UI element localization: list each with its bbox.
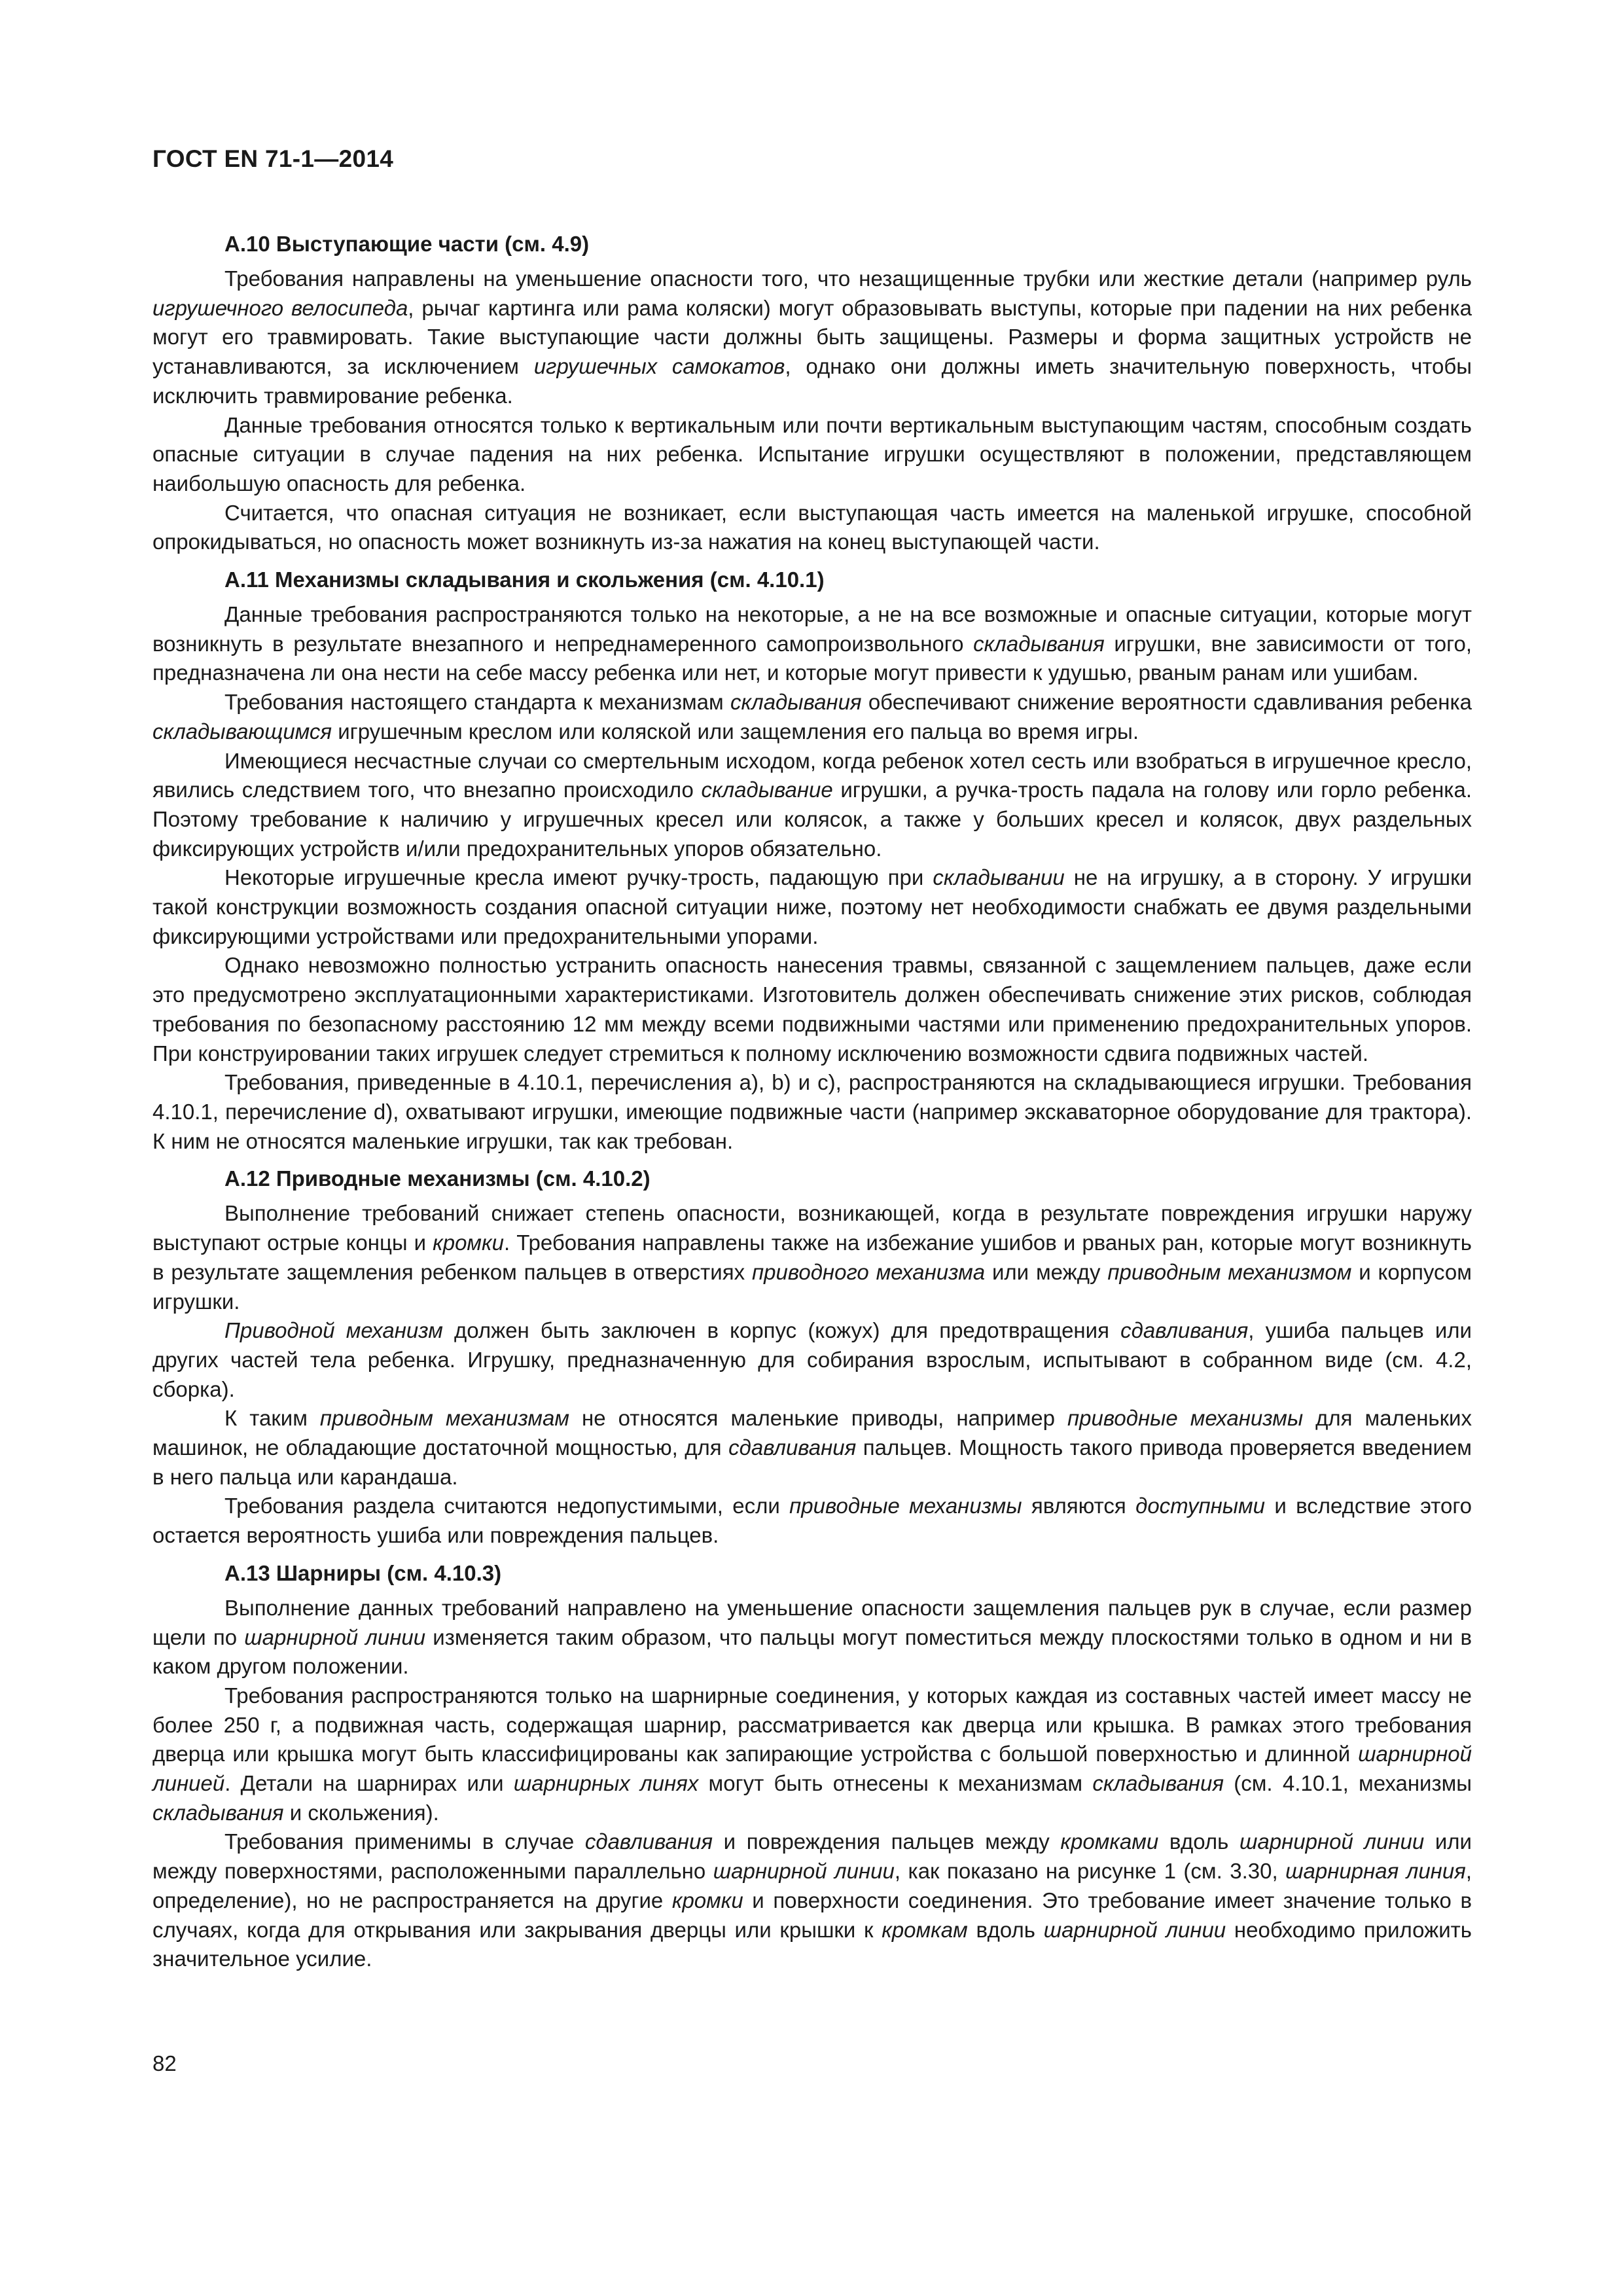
section-title: А.10 Выступающие части (см. 4.9) — [224, 232, 590, 256]
text-run: и вследствие этого остается вероятность ушиба или повреждения пальцев. — [152, 1494, 1472, 1548]
italic-term: складывания — [1092, 1771, 1224, 1796]
text-run: , ушиба пальцев или других частей тела ребенка. Игрушку, предназначенную для собирания взрослым, испытывают в собранном виде (см. 4.2, сборка). — [152, 1318, 1472, 1401]
text-run: Данные требования распространяются только на некоторые, а не на все возможные и опасные ситуации, которые могут возникнуть в результате внезапного и непреднамеренного самопроизвольного — [152, 602, 1472, 656]
italic-term: приводные механизмы — [789, 1494, 1022, 1518]
paragraph — [152, 600, 1472, 688]
text-run: , однако они должны иметь значительную поверхность, чтобы исключить травмирование ребенка. — [152, 354, 1472, 408]
paragraph — [152, 1492, 1472, 1550]
italic-term: кромки — [433, 1230, 504, 1255]
text-run: вдоль — [1158, 1829, 1240, 1854]
text-run: вдоль — [967, 1917, 1044, 1942]
text-run: , рычаг картинга или рама коляски) могут образовывать выступы, которые при падении на них ребенка могут его травмировать. Такие выступающие части должны быть защищены. Размеры и форма защитных устройств не устанавливаются, за исключением — [152, 295, 1472, 379]
italic-term: складывания — [973, 631, 1105, 656]
text-run: или между — [985, 1259, 1108, 1284]
text-run: Требования настоящего стандарта к механизмам — [224, 690, 730, 715]
text-run: Требования распространяются только на шарнирные соединения, у которых каждая из составных частей имеет массу не более 250 г, а подвижная часть, содержащая шарнир, рассматривается как дверца или крышка. В рамках этого требования дверца или крышка могут быть классифицированы как запирающие устройства с большой поверхностью и длинной — [152, 1683, 1472, 1767]
italic-term: кромкам — [882, 1917, 968, 1942]
italic-term: приводные механизмы — [1067, 1406, 1304, 1431]
text-run: , определение), но не распространяется на другие — [152, 1859, 1472, 1912]
text-run: Данные требования относятся только к вертикальным или почти вертикальным выступающим частям, способным создать опасные ситуации в случае падения на них ребенка. Испытание игрушки осуществляют в положении, представляющем наибольшую опасность для ребенка. — [152, 412, 1472, 495]
text-run: Выполнение требований снижает степень опасности, возникающей, когда в результате повреждения игрушки наружу выступают острые концы и — [152, 1201, 1472, 1255]
section — [152, 229, 1472, 557]
text-run: Требования направлены на уменьшение опасности того, что незащищенные трубки или жесткие детали (например руль — [224, 266, 1472, 291]
text-run: . Детали на шарнирах или — [224, 1771, 514, 1796]
italic-term: игрушечного велосипеда — [152, 295, 408, 320]
text-run: Требования раздела считаются недопустимыми, если — [224, 1494, 790, 1518]
paragraph — [152, 264, 1472, 411]
standard-designation: ГОСТ EN 71-1—2014 — [152, 145, 394, 172]
italic-term: складывание — [701, 778, 833, 802]
text-run: и корпусом игрушки. — [152, 1259, 1472, 1314]
italic-term: сдавливания — [1120, 1318, 1249, 1343]
paragraph — [152, 688, 1472, 746]
paragraph — [152, 1404, 1472, 1492]
text-run: Некоторые игрушечные кресла имеют ручку-трость, падающую при — [224, 865, 933, 890]
section-title: А.13 Шарниры (см. 4.10.3) — [224, 1560, 502, 1585]
italic-term: сдавливания — [584, 1829, 713, 1854]
paragraph — [152, 411, 1472, 499]
text-run: могут быть отнесены к механизмам — [698, 1771, 1093, 1796]
italic-term: сдавливания — [728, 1435, 857, 1460]
text-run: для маленьких машинок, не обладающие достаточной мощностью, для — [152, 1406, 1472, 1460]
text-run: и повреждения пальцев между — [713, 1829, 1061, 1854]
italic-term: складывания — [730, 690, 862, 715]
italic-term: игрушечных самокатов — [533, 354, 785, 379]
text-run: Выполнение данных требований направлено на уменьшение опасности защемления пальцев рук в случае, если размер щели по — [152, 1595, 1472, 1649]
paragraph — [152, 951, 1472, 1068]
italic-term: шарнирной линии — [1239, 1829, 1425, 1854]
italic-term: кромками — [1060, 1829, 1159, 1854]
text-run: пальцев. Мощность такого привода проверяется введением в него пальца или карандаша. — [152, 1435, 1472, 1489]
paragraph — [152, 1316, 1472, 1404]
section — [152, 565, 1472, 1156]
text-run: игрушечным креслом или коляской или защемления его пальца во время игры. — [332, 719, 1139, 744]
paragraph — [152, 1199, 1472, 1316]
italic-term: шарнирной линии — [1043, 1917, 1226, 1942]
text-run: обеспечивают снижение вероятности сдавливания ребенка — [861, 690, 1472, 715]
section — [152, 1164, 1472, 1550]
italic-term: шарнирных линях — [513, 1771, 699, 1796]
text-run: являются — [1022, 1494, 1136, 1518]
text-run: и поверхности соединения. Это требование имеет значение только в случаях, когда для открывания или закрывания дверцы или крышки к — [152, 1888, 1472, 1942]
italic-term: приводного механизма — [751, 1259, 986, 1284]
paragraph — [152, 1681, 1472, 1828]
italic-term: доступными — [1135, 1494, 1266, 1518]
text-run: должен быть заключен в корпус (кожух) для предотвращения — [442, 1318, 1121, 1343]
paragraph — [152, 747, 1472, 864]
italic-term: складывании — [933, 865, 1065, 890]
text-run: К таким — [224, 1406, 320, 1431]
text-run: не относятся маленькие приводы, например — [569, 1406, 1067, 1431]
italic-term: кромки — [671, 1888, 743, 1912]
text-run: не на игрушку, а в сторону. У игрушки такой конструкции возможность создания опасной ситуации ниже, поэтому нет необходимости снабжать ее двумя раздельными фиксирующими устройствами или предохранительными упорами. — [152, 865, 1472, 948]
text-run: или между поверхностями, расположенными параллельно — [152, 1829, 1472, 1884]
text-run: , как показано на рисунке 1 (см. 3.30, — [894, 1859, 1286, 1884]
paragraph — [152, 1068, 1472, 1156]
text-run: изменяется таким образом, что пальцы могут поместиться между плоскостями только в одном и ни в каком другом положении. — [152, 1624, 1472, 1679]
text-run: и скольжения). — [283, 1800, 439, 1825]
italic-term: шарнирной линией — [152, 1742, 1472, 1796]
text-run: Требования применимы в случае — [224, 1829, 585, 1854]
italic-term: складывания — [152, 1800, 284, 1825]
text-run: Однако невозможно полностью устранить опасность нанесения травмы, связанной с защемлением пальцев, даже если это предусмотрено эксплуатационными характеристиками. Изготовитель должен обеспечивать снижение этих рисков, соблюдая требования по безопасному расстоянию 12 мм между всеми подвижными частями или применению предохранительных упоров. При конструировании таких игрушек следует стремиться к полному исключению возможности сдвига подвижных частей. — [152, 953, 1472, 1066]
section-title: А.11 Механизмы складывания и скольжения (см. 4.10.1) — [224, 567, 825, 592]
italic-term: приводным механизмам — [319, 1406, 570, 1431]
paragraph — [152, 1594, 1472, 1681]
italic-term: приводным механизмом — [1107, 1259, 1352, 1284]
italic-term: шарнирной линии — [244, 1624, 426, 1649]
document-body — [152, 223, 1472, 1982]
text-run: . Требования направлены также на избежание ушибов и рваных ран, которые могут возникнуть в результате защемления ребенком пальцев в отверстиях — [152, 1230, 1472, 1284]
italic-term: шарнирной линии — [713, 1859, 895, 1884]
paragraph — [152, 499, 1472, 557]
italic-term: Приводной механизм — [224, 1318, 443, 1343]
text-run: (см. 4.10.1, механизмы — [1223, 1771, 1472, 1796]
italic-term: складывающимся — [152, 719, 332, 744]
text-run: необходимо приложить значительное усилие. — [152, 1917, 1472, 1971]
text-run: игрушки, а ручка-трость падала на голову или горло ребенка. Поэтому требование к наличию у игрушечных кресел или колясок, а также у больших кресел и колясок, двух раздельных фиксирующих устройств и/или предохранительных упоров обязательно. — [152, 778, 1472, 861]
italic-term: шарнирная линия — [1285, 1859, 1466, 1884]
text-run: Имеющиеся несчастные случаи со смертельным исходом, когда ребенок хотел сесть или взобраться в игрушечное кресло, явились следствием того, что внезапно происходило — [152, 748, 1472, 802]
paragraph — [152, 1827, 1472, 1974]
paragraph — [152, 863, 1472, 951]
page-number: 82 — [152, 2051, 177, 2075]
section-title: А.12 Приводные механизмы (см. 4.10.2) — [224, 1166, 651, 1191]
text-run: игрушки, вне зависимости от того, предназначена ли она нести на себе массу ребенка или нет, и которые могут привести к удушью, рваным ранам или ушибам. — [152, 631, 1472, 685]
text-run: Требования, приведенные в 4.10.1, перечисления а), b) и с), распространяются на складывающиеся игрушки. Требования 4.10.1, перечисление d), охватывают игрушки, имеющие подвижные части (например экскаваторное оборудование для трактора). К ним не относятся маленькие игрушки, так как требован. — [152, 1070, 1472, 1153]
section — [152, 1558, 1472, 1974]
text-run: Считается, что опасная ситуация не возникает, если выступающая часть имеется на маленькой игрушке, способной опрокидываться, но опасность может возникнуть из-за нажатия на конец выступающей части. — [152, 500, 1472, 554]
